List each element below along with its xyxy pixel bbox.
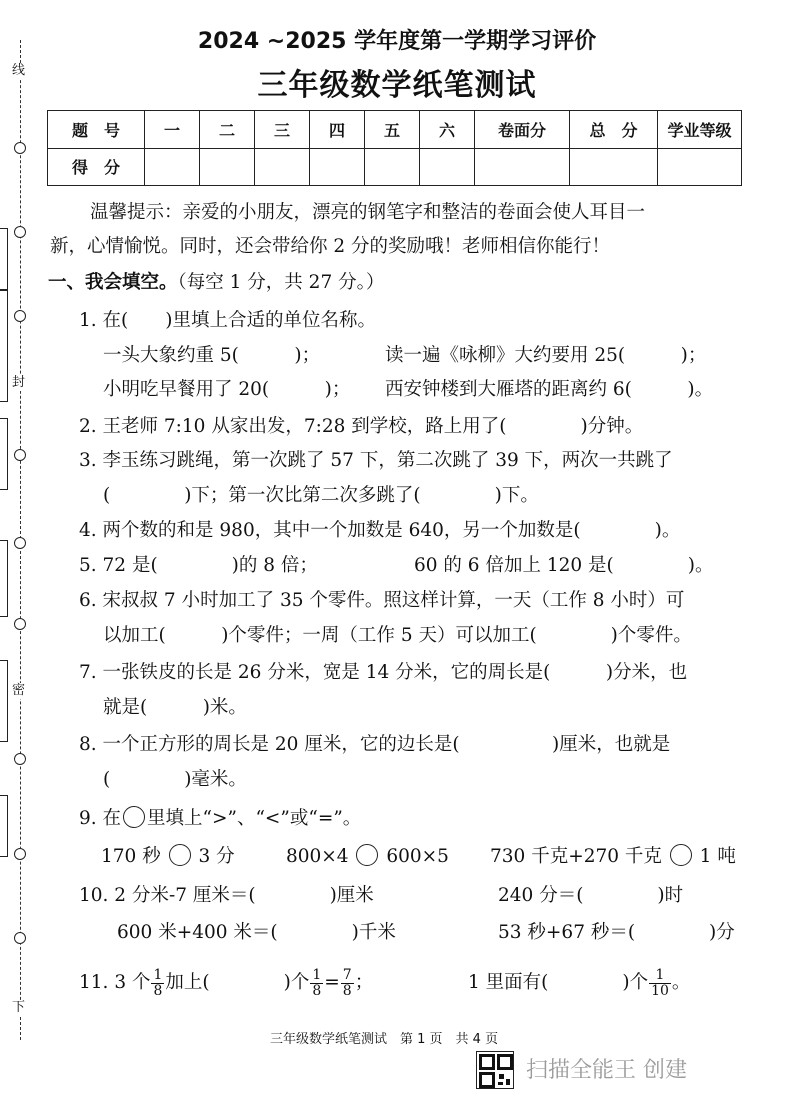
question-1-c: 小明吃早餐用了 20( )； — [103, 379, 351, 400]
q9-stem-b: 里填上“>”、“<”或“=”。 — [147, 808, 362, 829]
q11-number: 11. — [79, 972, 109, 993]
fraction — [310, 968, 323, 999]
binding-circle — [14, 226, 26, 238]
q9-b-right: 600×5 — [386, 846, 449, 867]
answer-circle[interactable] — [356, 844, 378, 866]
answer-circle[interactable] — [169, 844, 191, 866]
exam-title: 三年级数学纸笔测试 — [257, 68, 537, 103]
binding-word-mi: 密 — [12, 683, 26, 698]
student-info-box — [0, 795, 8, 857]
score-cell[interactable] — [658, 148, 742, 186]
question-9-a — [101, 844, 235, 870]
question-1-a: 一头大象约重 5( )； — [103, 345, 321, 366]
question-8-line1: 8. 一个正方形的周长是 20 厘米，它的边长是( )厘米，也就是 — [79, 734, 671, 755]
header-cell: 题 号 — [48, 111, 145, 149]
page-footer: 三年级数学纸笔测试 第 1 页 共 4 页 — [270, 1032, 499, 1047]
q9-a-left: 170 秒 — [101, 846, 161, 867]
header-cell: 五 — [365, 111, 420, 149]
question-1-b: 读一遍《咏柳》大约要用 25( )； — [385, 345, 707, 366]
score-cell[interactable] — [365, 148, 420, 186]
q9-a-right: 3 分 — [198, 846, 235, 867]
section-heading — [48, 270, 384, 296]
fraction-denominator: 8 — [342, 982, 352, 999]
question-8-line2: ( )毫米。 — [103, 769, 247, 790]
header-cell: 三 — [255, 111, 310, 149]
q11-text: 加上( )个 — [165, 972, 310, 993]
question-3-line1: 3. 李玉练习跳绳，第一次跳了 57 下，第二次跳了 39 下，两次一共跳了 — [79, 450, 673, 471]
question-3-line2: ( )下；第一次比第二次多跳了( )下。 — [103, 485, 539, 506]
score-cell[interactable] — [255, 148, 310, 186]
answer-circle[interactable] — [670, 844, 692, 866]
student-info-box — [0, 290, 8, 402]
q9-c-right: 1 吨 — [699, 846, 736, 867]
score-cell[interactable] — [310, 148, 365, 186]
binding-word-xian: 线 — [12, 63, 26, 78]
question-11-b — [468, 963, 690, 1003]
fraction-numerator: 1 — [153, 966, 163, 983]
binding-circle — [14, 537, 26, 549]
binding-circle — [14, 449, 26, 461]
binding-word-xia: 下 — [12, 1000, 26, 1015]
q9-c-left: 730 千克+270 千克 — [490, 846, 662, 867]
header-cell: 四 — [310, 111, 365, 149]
score-cell[interactable] — [475, 148, 570, 186]
header-cell: 六 — [420, 111, 475, 149]
binding-circle — [14, 848, 26, 860]
question-7-line2: 就是( )米。 — [103, 697, 247, 718]
fraction — [341, 968, 354, 999]
section-title: 一、我会填空。 — [48, 272, 178, 293]
question-1-d: 西安钟楼到大雁塔的距离约 6( )。 — [385, 379, 714, 400]
header-cell: 总 分 — [570, 111, 658, 149]
compare-circle-icon — [123, 806, 145, 828]
question-5-b: 60 的 6 倍加上 120 是( )。 — [414, 555, 714, 576]
student-info-box — [0, 228, 8, 290]
binding-circle — [14, 310, 26, 322]
header-cell: 卷面分 — [475, 111, 570, 149]
fraction-numerator: 1 — [312, 966, 322, 983]
question-6-line2: 以加工( )个零件；一周（工作 5 天）可以加工( )个零件。 — [103, 625, 692, 646]
question-6-line1: 6. 宋叔叔 7 小时加工了 35 个零件。照这样计算，一天（工作 8 小时）可 — [79, 590, 685, 611]
question-10-c: 600 米+400 米＝( )千米 — [117, 922, 396, 943]
binding-word-feng: 封 — [12, 375, 26, 390]
question-9-b — [286, 844, 449, 870]
q11-text: 1 里面有( )个 — [468, 972, 649, 993]
fraction-numerator: 7 — [342, 966, 352, 983]
question-9-c — [490, 844, 736, 870]
question-10-a: 10. 2 分米-7 厘米＝( )厘米 — [79, 885, 374, 906]
q11-text: 。 — [671, 972, 691, 993]
question-2: 2. 王老师 7:10 从家出发，7:28 到学校，路上用了( )分钟。 — [79, 416, 644, 437]
qr-code-icon — [476, 1051, 514, 1089]
header-cell: 学业等级 — [658, 111, 742, 149]
q9-b-left: 800×4 — [286, 846, 349, 867]
header-cell: 二 — [200, 111, 255, 149]
section-points: （每空 1 分，共 27 分。） — [177, 272, 385, 293]
score-cell[interactable] — [570, 148, 658, 186]
fraction — [151, 968, 164, 999]
student-info-box — [0, 660, 8, 742]
question-7-line1: 7. 一张铁皮的长是 26 分米，宽是 14 分米，它的周长是( )分米，也 — [79, 662, 688, 683]
score-cell[interactable] — [200, 148, 255, 186]
q11-text: 3 个 — [114, 972, 151, 993]
question-1-stem: 1. 在( )里填上合适的单位名称。 — [79, 310, 376, 331]
binding-circle — [14, 753, 26, 765]
q11-text: ； — [354, 972, 374, 993]
tip-line: 新，心情愉悦。同时，还会带给你 2 分的奖励哦！老师相信你能行！ — [50, 236, 611, 257]
q11-equals: = — [324, 972, 340, 993]
q9-stem-a: 9. 在 — [79, 808, 122, 829]
fraction-denominator: 8 — [312, 982, 322, 999]
score-table — [47, 110, 742, 186]
fraction-denominator: 8 — [153, 982, 163, 999]
question-10-b: 240 分＝( )时 — [498, 885, 684, 906]
fraction-denominator: 10 — [651, 982, 669, 999]
binding-circle — [14, 618, 26, 630]
question-11 — [79, 963, 373, 1003]
fraction — [649, 968, 671, 999]
question-10-d: 53 秒+67 秒＝( )分 — [498, 922, 735, 943]
student-info-box — [0, 418, 8, 490]
binding-circle — [14, 142, 26, 154]
student-info-box — [0, 540, 8, 617]
score-cell[interactable] — [420, 148, 475, 186]
scanner-watermark: 扫描全能王 创建 — [526, 1058, 687, 1083]
tip-line: 温馨提示：亲爱的小朋友，漂亮的钢笔字和整洁的卷面会使人耳目一 — [90, 202, 646, 223]
question-4: 4. 两个数的和是 980，其中一个加数是 640，另一个加数是( )。 — [79, 520, 681, 541]
score-row-label: 得 分 — [48, 148, 145, 186]
exam-term-title: 2024 ~2025 学年度第一学期学习评价 — [197, 29, 597, 54]
fraction-numerator: 1 — [649, 968, 671, 984]
question-9-stem — [79, 806, 361, 832]
binding-circle — [14, 932, 26, 944]
header-cell: 一 — [145, 111, 200, 149]
question-5-a: 5. 72 是( )的 8 倍； — [79, 555, 318, 576]
score-cell[interactable] — [145, 148, 200, 186]
